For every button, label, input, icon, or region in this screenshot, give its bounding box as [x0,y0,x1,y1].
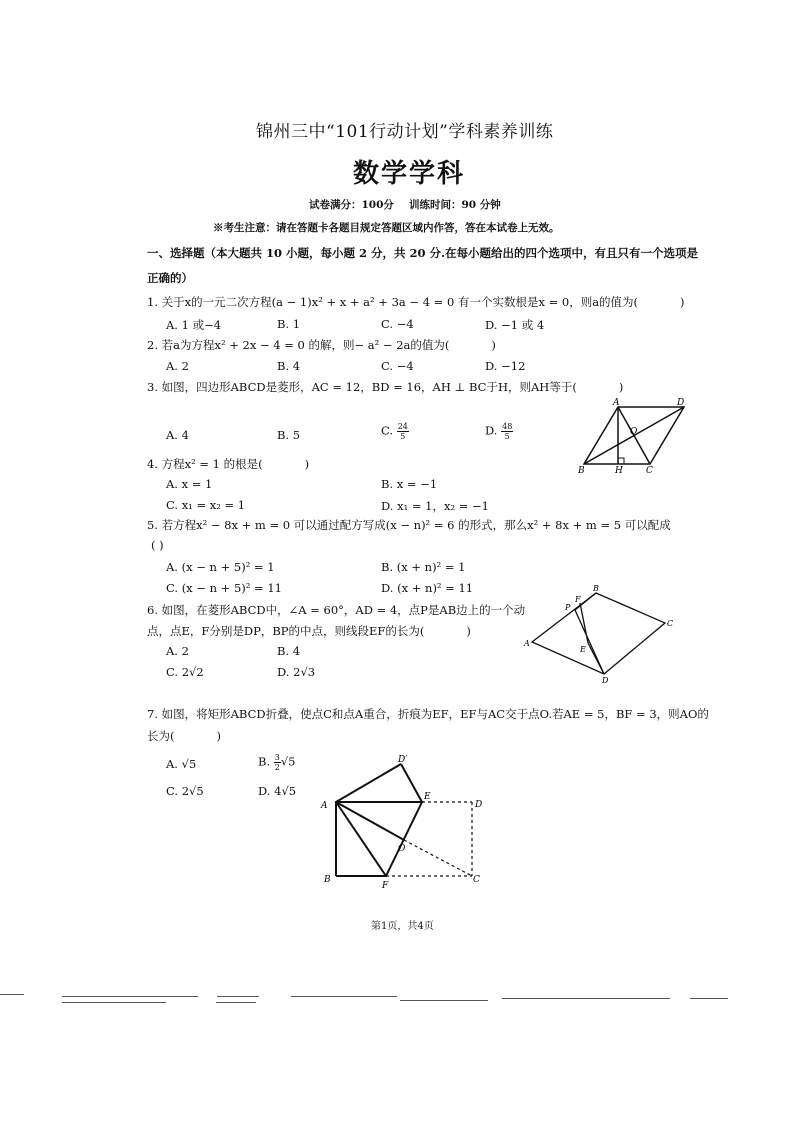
q3-label-c: C [646,466,653,474]
q7-label-dprime: D′ [398,755,408,765]
q3-option-b: B. 5 [277,428,301,442]
q7-option-b-fraction: $\frac{3}{2}$ [274,753,280,772]
q1-option-d: D. −1 或 4 [485,318,545,332]
question-1-stem [147,294,685,310]
question-3-close: ) [618,380,624,394]
q3-label-d: D [677,398,685,408]
q7-option-c: C. 2√5 [166,784,204,798]
section-heading-cont: 正确的） [147,271,193,285]
q3-label-b: B [578,466,585,474]
q2-option-d: D. −12 [485,359,526,373]
question-2-text: 2. 若a为方程x² + 2x − 4 = 0 的解，则− a² − 2a的值为( [147,338,450,352]
q4-option-c: C. x₁ = x₂ = 1 [166,498,246,512]
q2-option-a: A. 2 [166,359,189,373]
rhombus-figure-q3 [572,396,694,474]
question-7-text: 长为( [147,729,175,743]
q3-option-a: A. 4 [166,428,189,442]
rhombus-figure-q6 [520,580,680,685]
question-1-close: ) [680,295,685,309]
q1-option-b: B. 1 [277,317,301,331]
q1-option-a: A. 1 或−4 [166,318,222,332]
question-7-stem-cont [147,728,221,744]
subject-title: 数学学科 [353,159,466,189]
question-2-stem [147,337,496,353]
question-1-text: 1. 关于x的一元二次方程(a − 1)x² + x + a² + 3a − 4 = 0 有一个实数根是x = 0，则a的值为( [147,295,639,309]
q2-option-b: B. 4 [277,359,301,373]
q4-option-d: D. x₁ = 1，x₂ = −1 [381,499,489,513]
q4-option-a: A. x = 1 [166,477,213,491]
q3-option-c-fraction: $\frac{24}{5}$ [397,422,408,441]
q6-label-b: B [593,584,599,593]
q6-label-e: E [580,645,586,654]
question-6-text: 点，点E，F分别是DP，BP的中点，则线段EF的长为( [147,624,425,638]
question-6-stem-cont [147,623,471,639]
section-heading: 一、选择题（本大题共 10 小题，每小题 2 分，共 20 分.在每小题给出的四个选项中，有且只有一个选项是 [147,246,699,260]
fold-figure-q7 [318,752,490,892]
q6-option-d: D. 2√3 [277,665,316,679]
q7-label-d: D [475,800,483,810]
q7-label-c: C [473,875,480,885]
time-limit: 训练时间：90 分钟 [409,199,501,211]
question-7-stem: 7. 如图，将矩形ABCD折叠，使点C和点A重合，折痕为EF，EF与AC交于点O.若AE = 5，BF = 3，则AO的 [147,707,709,721]
q6-option-c: C. 2√2 [166,665,204,679]
q7-label-e: E [424,792,431,802]
question-2-close: ) [491,338,496,352]
q3-label-a: A [613,398,620,408]
q6-label-d: D [602,676,609,685]
q3-option-c: C. $\frac{24}{5}$ [381,422,408,441]
exam-notice: ※考生注意：请在答题卡各题目规定答题区域内作答，答在本试卷上无效。 [213,222,560,234]
q7-option-a: A. √5 [166,757,197,771]
q3-option-d: D. $\frac{48}{5}$ [485,422,513,441]
q7-option-b: B. $\frac{3}{2}$ √5 [258,753,296,772]
q6-option-b: B. 4 [277,644,301,658]
q1-option-c: C. −4 [381,317,414,331]
question-5-paren: ( ) [151,538,164,552]
exam-title: 锦州三中“101行动计划”学科素养训练 [256,122,554,142]
q5-option-d: D. (x + n)² = 11 [381,581,474,595]
q7-label-a: A [321,801,328,811]
q5-option-c: C. (x − n + 5)² = 11 [166,581,282,595]
q4-option-b: B. x = −1 [381,477,438,491]
q7-option-d: D. 4√5 [258,784,297,798]
q3-option-d-fraction: $\frac{48}{5}$ [502,422,513,441]
q3-label-o: O [630,427,638,437]
question-6-stem: 6. 如图，在菱形ABCD中，∠A = 60°，AD = 4，点P是AB边上的一个动 [147,603,526,617]
question-7-close: ) [216,729,221,743]
q6-label-f: F [575,595,581,604]
q5-option-b: B. (x + n)² = 1 [381,560,466,574]
question-4-text: 4. 方程x² = 1 的根是( [147,457,263,471]
question-3-stem [147,379,623,395]
q2-option-c: C. −4 [381,359,414,373]
q5-option-a: A. (x − n + 5)² = 1 [166,560,275,574]
q6-label-c: C [667,619,674,628]
page-number: 第1页，共4页 [371,921,434,932]
question-4-stem [147,456,309,472]
q6-option-a: A. 2 [166,644,189,658]
question-3-text: 3. 如图，四边形ABCD是菱形，AC = 12，BD = 16，AH ⊥ BC于H，则AH等于( [147,380,577,394]
q6-label-p: P [565,603,571,612]
q7-label-b: B [324,875,331,885]
question-6-close: ) [466,624,471,638]
full-score: 试卷满分：100分 [309,199,394,211]
q6-label-a: A [524,639,530,648]
q7-label-o: O [398,844,406,854]
q3-label-h: H [615,466,623,474]
q7-label-f: F [382,881,389,891]
question-5-stem: 5. 若方程x² − 8x + m = 0 可以通过配方写成(x − n)² = 6 的形式，那么x² + 8x + m = 5 可以配成 [147,518,671,532]
question-4-close: ) [304,457,310,471]
